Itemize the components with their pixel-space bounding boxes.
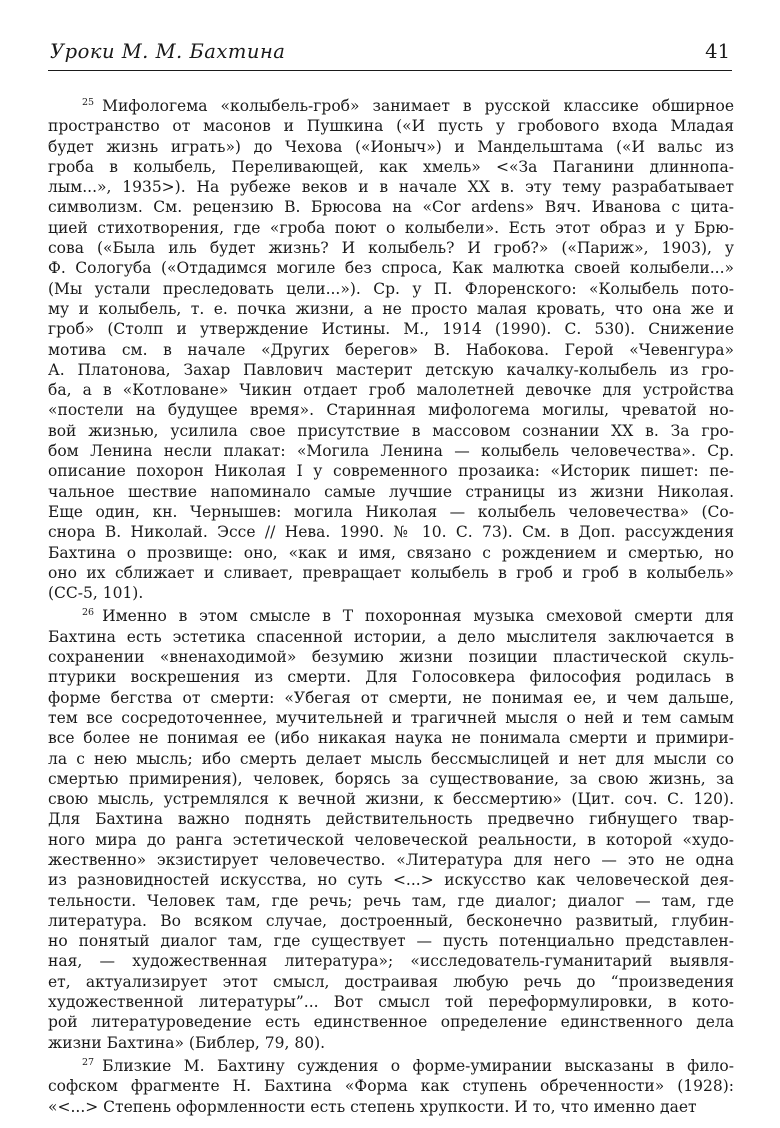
footnote-line [48,400,734,420]
footnote-line [48,522,734,542]
footnote-text: ного мира до ранга эстетической человеческой реальности, в которой «худо- [48,830,734,849]
footnote-line [48,1076,734,1096]
footnote-line [48,157,734,177]
footnote-text: Именно в этом смысле в Т похоронная музыка смеховой смерти для [102,607,734,626]
footnote-line [48,502,734,522]
running-title: Уроки М. М. Бахтина [50,40,286,63]
footnote-text: ная, — художественная литература»; «исследователь-гуманитарий выявля- [48,952,734,971]
footnote-text: жизни Бахтина» (Библер, 79, 80). [48,1033,326,1052]
footnote-line [48,627,734,647]
footnote-text: чальное шествие напоминало самые лучшие страницы из жизни Николая. [48,482,734,501]
footnote-text: вой жизнью, усилила свое присутствие в массовом сознании XX в. За гро- [48,421,734,440]
footnote-line [48,461,734,481]
footnote-text: Ф. Сологуба («Отдадимся могиле без спроса, Как малютка своей колыбели...» [48,259,734,278]
footnote-text: Для Бахтина важно поднять действительность предвечно гибнущего твар- [48,810,734,829]
footnote-text: «<...> Степень оформленности есть степень хрупкости. И то, что именно дает [48,1097,697,1116]
footnote-line [48,441,734,461]
footnote-text: Близкие М. Бахтину суждения о форме-умирании высказаны в фило- [102,1056,734,1075]
footnote-line [48,563,734,583]
footnote-26 [48,603,734,1053]
footnote-line [48,708,734,728]
footnote-text: пространство от масонов и Пушкина («И пусть у гробового входа Младая [48,117,734,136]
footnote-line [48,380,734,400]
footnote-line [48,340,734,360]
footnote-text: будет жизнь играть») до Чехова («Ионыч») и Мандельштама («И вальс из [48,137,734,156]
footnote-text: сова («Была иль будет жизнь? И колыбель? И гроб?» («Париж», 1903), у [48,239,734,258]
footnote-text: смертью примирения), человек, борясь за существование, за свою жизнь, за [48,769,734,788]
footnote-text: форме бегства от смерти: «Убегая от смерти, не понимая ее, и чем дальше, [48,688,734,707]
footnote-line [48,1012,734,1032]
footnotes-body [48,93,734,1117]
footnote-25 [48,93,734,603]
footnote-line [48,93,734,116]
footnote-line [48,667,734,687]
footnote-line [48,238,734,258]
footnote-text: му и колыбель, т. е. почка жизни, а не просто малая кровать, что она же и [48,299,734,318]
footnote-text: А. Платонова, Захар Павлович мастерит детскую качалку-колыбель из гро- [48,360,734,379]
footnote-line [48,583,734,603]
footnote-text: литература. Во всяком случае, достроенный, бесконечно развитый, глубин- [48,911,734,930]
footnote-text: лым...», 1935>). На рубеже веков и в начале XX в. эту тему разрабатывает [48,178,734,197]
footnote-text: сохранении «вненаходимой» безумию жизни позиции пластической скуль- [48,648,734,667]
footnote-line [48,931,734,951]
footnote-number: 25 [82,97,95,108]
footnote-line [48,177,734,197]
footnote-line [48,1053,734,1076]
footnote-line [48,258,734,278]
page-header [48,36,732,71]
footnote-text: все более не понимая ее (ибо никакая наука не понимала смерти и примири- [48,729,734,748]
footnote-text: ла с нею мысль; ибо смерть делает мысль бессмыслицей и нет для мысли со [48,749,734,768]
page-number: 41 [705,40,730,63]
footnote-text: описание похорон Николая I у современного прозаика: «Историк пишет: пе- [48,462,734,481]
footnote-line [48,1033,734,1053]
footnote-text: Еще один, кн. Чернышев: могила Николая — колыбель человечества» (Со- [48,502,734,521]
footnote-line [48,870,734,890]
footnote-line [48,911,734,931]
footnote-line [48,421,734,441]
footnote-text: из разновидностей искусства, но суть <...> искусство как человеческой дея- [48,871,734,890]
footnote-line [48,850,734,870]
footnote-text: ба, а в «Котловане» Чикин отдает гроб малолетней девочке для устройства [48,381,734,400]
footnote-line [48,688,734,708]
footnote-text: снора В. Николай. Эссе // Нева. 1990. № 10. С. 73). См. в Доп. рассуждения [48,523,734,542]
footnote-text: (СС-5, 101). [48,584,144,603]
footnote-line [48,319,734,339]
footnote-line [48,116,734,136]
footnote-text: тем все сосредоточеннее, мучительней и трагичней мысля о ней и тем самым [48,708,734,727]
footnote-line [48,647,734,667]
footnote-text: бом Ленина несли плакат: «Могила Ленина — колыбель человечества». Ср. [48,442,734,461]
footnote-text: (Мы устали преследовать цели...»). Ср. у П. Флоренского: «Колыбель пото- [48,279,734,298]
footnote-line [48,992,734,1012]
footnote-text: символизм. См. рецензию В. Брюсова на «Cor ardens» Вяч. Иванова с цита- [48,198,734,217]
footnote-line [48,951,734,971]
footnote-text: гроба в колыбель, Переливающей, как хмель» <«За Паганини длиннопа- [48,157,734,176]
footnote-line [48,279,734,299]
footnote-text: тельности. Человек там, где речь; речь там, где диалог; диалог — там, где [48,891,734,910]
footnote-line [48,482,734,502]
footnote-line [48,218,734,238]
footnote-line [48,1097,734,1117]
footnote-line [48,830,734,850]
footnote-text: мотива см. в начале «Других берегов» В. Набокова. Герой «Чевенгура» [48,340,734,359]
footnote-text: Бахтина есть эстетика спасенной истории, а дело мыслителя заключается в [48,627,734,646]
footnote-line [48,197,734,217]
footnote-text: ет, актуализирует этот смысл, достраивая любую речь до “произведения [48,972,734,991]
footnote-line [48,891,734,911]
footnote-line [48,603,734,626]
footnote-text: гроб» (Столп и утверждение Истины. М., 1914 (1990). С. 530). Снижение [48,320,734,339]
footnote-line [48,972,734,992]
footnote-text: цией стихотворения, где «гроба поют о колыбели». Есть этот образ и у Брю- [48,218,734,237]
footnote-text: «постели на будущее время». Старинная мифологема могилы, чреватой но- [48,401,734,420]
footnote-text: птурики воскрешения из смерти. Для Голосовкера философия родилась в [48,668,734,687]
footnote-text: софском фрагменте Н. Бахтина «Форма как ступень обреченности» (1928): [48,1077,734,1096]
footnote-text: жественно» экзистирует человечество. «Литература для него — это не одна [48,850,734,869]
footnote-text: рой литературоведение есть единственное определение единственного дела [48,1013,734,1032]
footnote-line [48,360,734,380]
footnote-line [48,769,734,789]
footnote-line [48,809,734,829]
footnote-text: Бахтина о прозвище: оно, «как и имя, связано с рождением и смертью, но [48,543,734,562]
footnote-text: свою мысль, устремлялся к вечной жизни, к бессмертию» (Цит. соч. С. 120). [48,790,734,809]
footnote-line [48,543,734,563]
footnote-text: художественной литературы”... Вот смысл той переформулировки, в кото- [48,993,734,1012]
footnote-line [48,299,734,319]
footnote-line [48,749,734,769]
footnote-line [48,789,734,809]
footnote-line [48,137,734,157]
footnote-text: оно их сближает и сливает, превращает колыбель в гроб и гроб в колыбель» [48,563,734,582]
footnote-number: 27 [82,1056,95,1068]
footnote-number: 26 [82,607,95,619]
footnote-line [48,728,734,748]
footnote-27 [48,1053,734,1117]
footnote-text: но понятый диалог там, где существует — пусть потенциально представлен- [48,932,734,951]
footnote-text: Мифологема «колыбель-гроб» занимает в русской классике обширное [102,97,734,115]
